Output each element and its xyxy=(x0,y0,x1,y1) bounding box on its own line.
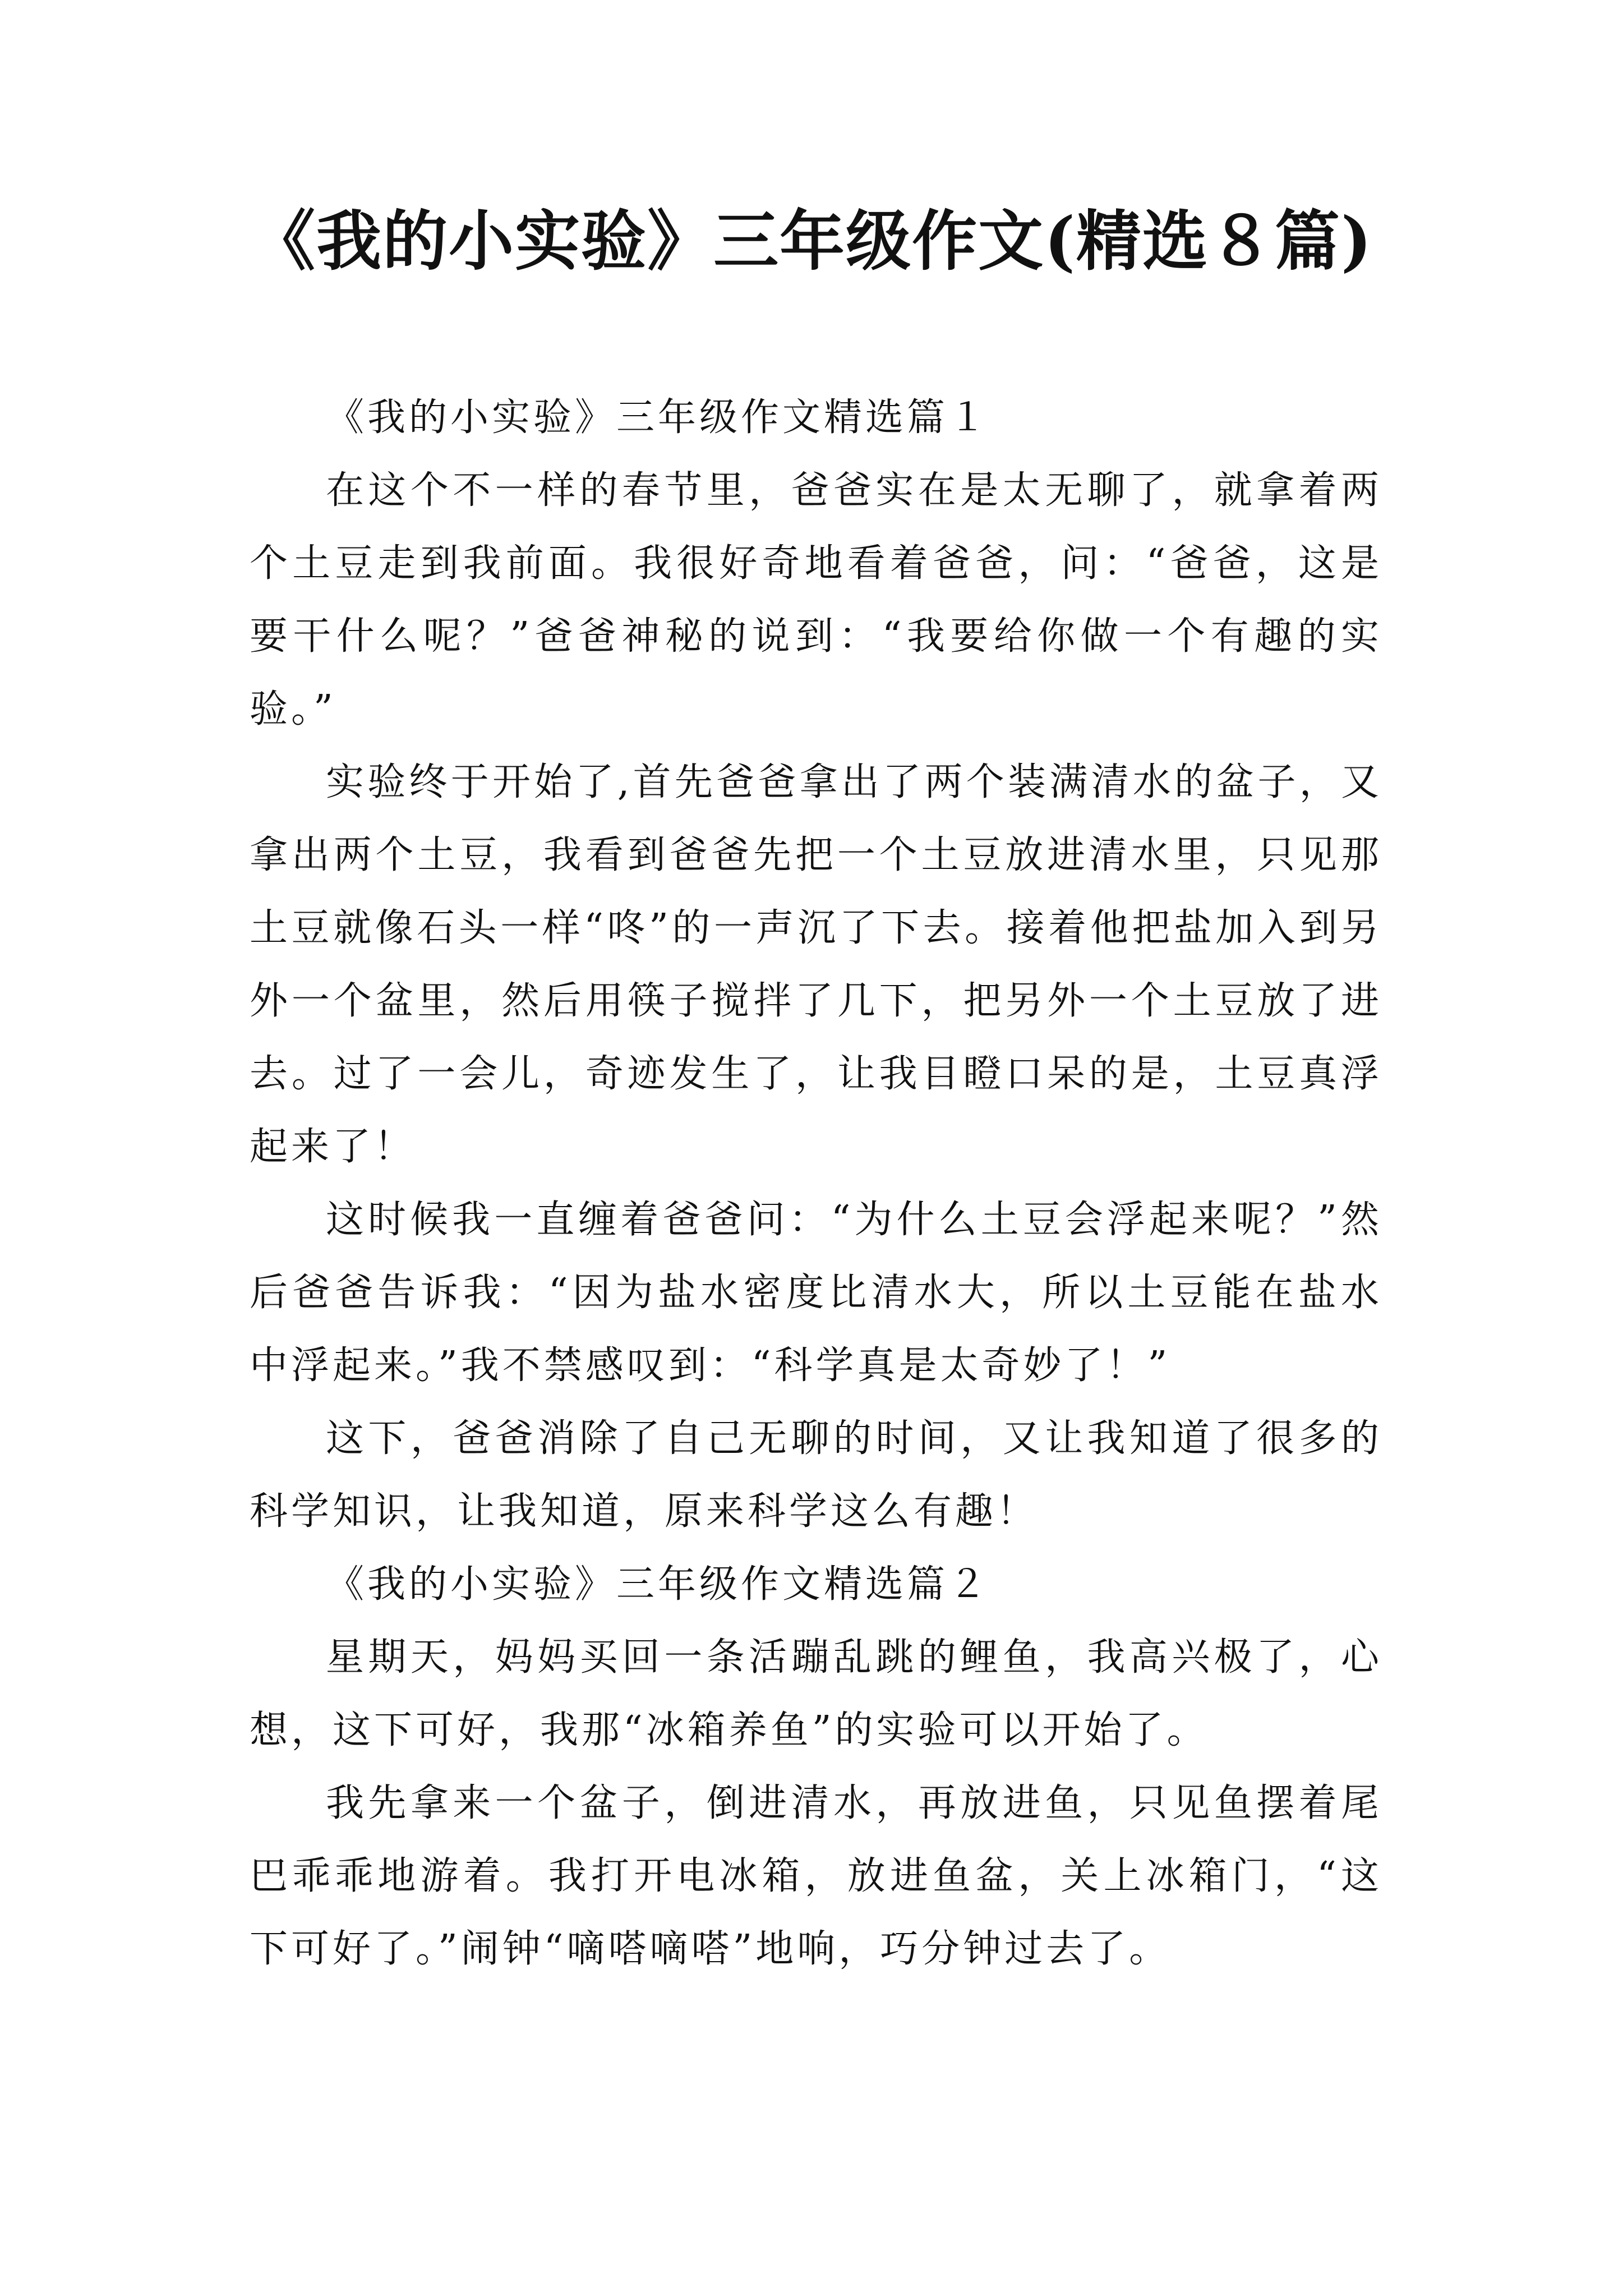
document-title: 《我的小实验》三年级作文(精选８篇) xyxy=(250,203,1373,279)
document-body xyxy=(250,381,1382,1986)
paragraph: 这时候我一直缠着爸爸问：“为什么土豆会浮起来呢？”然后爸爸告诉我：“因为盐水密度比清水大，所以土豆能在盐水中浮起来。”我不禁感叹到：“科学真是太奇妙了！” xyxy=(250,1198,1382,1388)
paragraph: 在这个不一样的春节里，爸爸实在是太无聊了，就拿着两个土豆走到我前面。我很好奇地看着爸爸，问：“爸爸，这是要干什么呢？”爸爸神秘的说到：“我要给你做一个有趣的实验。” xyxy=(250,468,1382,731)
paragraph: 我先拿来一个盆子，倒进清水，再放进鱼，只见鱼摆着尾巴乖乖地游着。我打开电冰箱，放进鱼盆，关上冰箱门，“这下可好了。”闹钟“嘀嗒嘀嗒”地响，巧分钟过去了。 xyxy=(250,1781,1382,1971)
section-heading: 《我的小实验》三年级作文精选篇１ xyxy=(326,395,990,440)
paragraph: 星期天，妈妈买回一条活蹦乱跳的鲤鱼，我高兴极了，心想，这下可好，我那“冰箱养鱼”的实验可以开始了。 xyxy=(250,1635,1382,1752)
section-heading: 《我的小实验》三年级作文精选篇２ xyxy=(326,1562,990,1607)
paragraph: 实验终于开始了,首先爸爸拿出了两个装满清水的盆子，又拿出两个土豆，我看到爸爸先把一个土豆放进清水里，只见那土豆就像石头一样“咚”的一声沉了下去。接着他把盐加入到另外一个盆里，然后用筷子搅拌了几下，把另外一个土豆放了进去。过了一会儿，奇迹发生了，让我目瞪口呆的是，土豆真浮起来了！ xyxy=(250,760,1382,1169)
paragraph: 这下，爸爸消除了自己无聊的时间，又让我知道了很多的科学知识，让我知道，原来科学这么有趣！ xyxy=(250,1416,1382,1534)
